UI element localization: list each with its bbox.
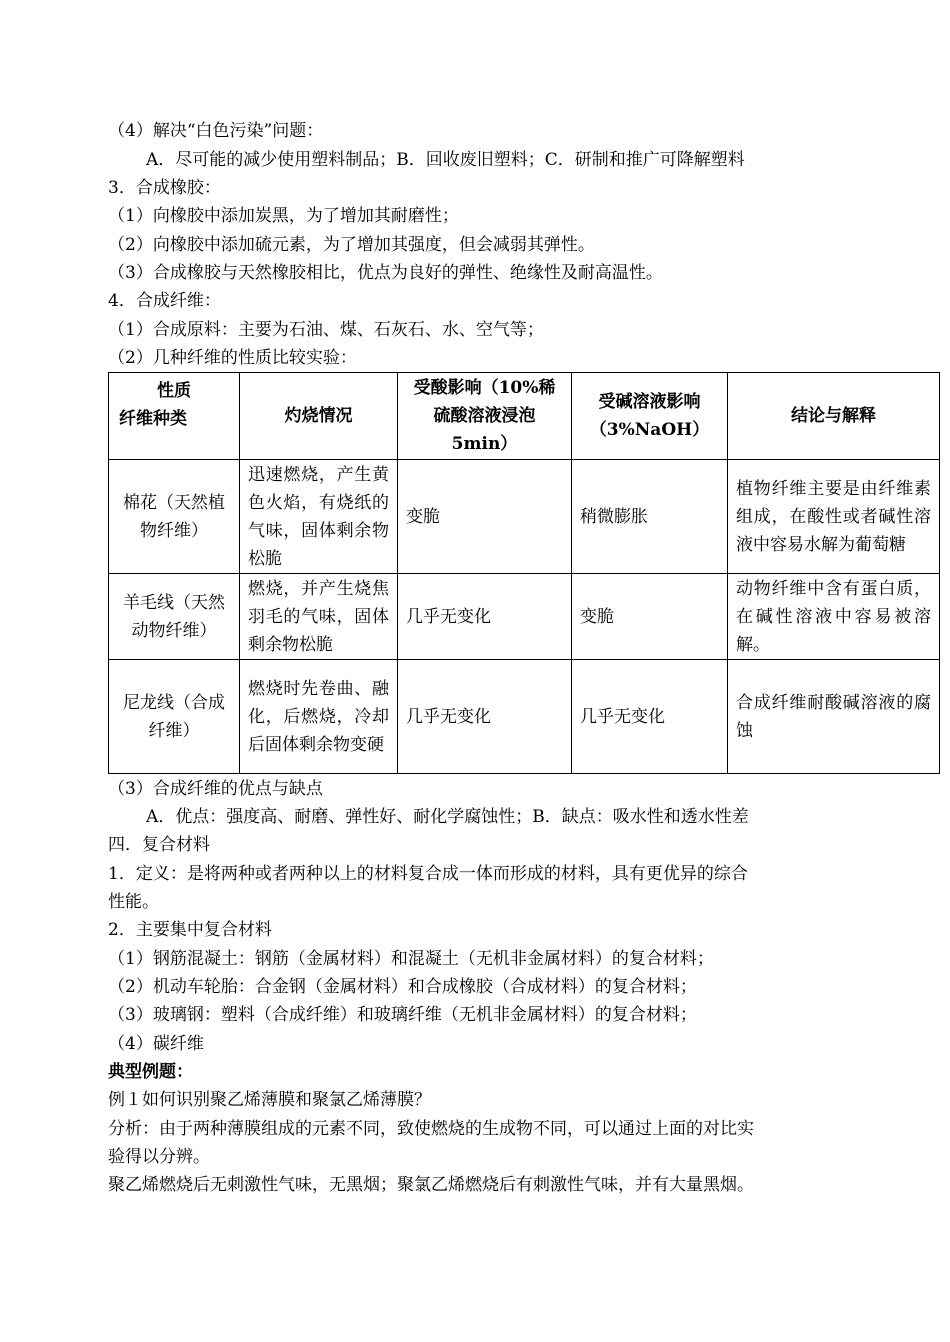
table-row <box>109 574 940 660</box>
text-line: 分析：由于两种薄膜组成的元素不同，致使燃烧的生成物不同，可以通过上面的对比实 <box>108 1119 754 1139</box>
fiber-cell: 尼龙线（合成纤维） <box>109 660 240 774</box>
text-line: （4）解决“白色污染”问题： <box>108 121 324 141</box>
table-row <box>109 660 940 774</box>
fiber-cell: 羊毛线（天然动物纤维） <box>109 574 240 660</box>
text-line: 验得以分辨。 <box>108 1147 210 1167</box>
text-line: A．优点：强度高、耐磨、弹性好、耐化学腐蚀性；B．缺点：吸水性和透水性差 <box>146 807 749 827</box>
header-conclusion: 结论与解释 <box>728 373 940 460</box>
diagonal-header-cell <box>109 373 240 460</box>
fiber-comparison-table <box>108 372 940 774</box>
alkali-cell: 几乎无变化 <box>572 660 728 774</box>
header-fiber-type: 纤维种类 <box>119 409 187 429</box>
text-line: （2）机动车轮胎：合金钢（金属材料）和合成橡胶（合成材料）的复合材料； <box>108 977 697 997</box>
alkali-cell: 变脆 <box>572 574 728 660</box>
acid-cell: 几乎无变化 <box>398 574 572 660</box>
header-acid: 受酸影响（10%稀硫酸溶液浸泡5min） <box>398 373 572 460</box>
text-line: （1）钢筋混凝土：钢筋（金属材料）和混凝土（无机非金属材料）的复合材料； <box>108 949 714 969</box>
text-line: （2）向橡胶中添加硫元素，为了增加其强度，但会减弱其弹性。 <box>108 235 595 255</box>
fiber-cell: 棉花（天然植物纤维） <box>109 460 240 574</box>
text-line: 1．定义：是将两种或者两种以上的材料复合成一体而形成的材料，具有更优异的综合 <box>108 864 748 884</box>
section-heading: 3．合成橡胶： <box>108 178 221 198</box>
burn-cell: 燃烧，并产生烧焦羽毛的气味，固体剩余物松脆 <box>240 574 398 660</box>
acid-cell: 变脆 <box>398 460 572 574</box>
example-question: 例１如何识别聚乙烯薄膜和聚氯乙烯薄膜？ <box>108 1090 431 1110</box>
burn-cell: 燃烧时先卷曲、融化，后燃烧，冷却后固体剩余物变硬 <box>240 660 398 774</box>
header-property: 性质 <box>157 381 191 401</box>
conclusion-cell: 植物纤维主要是由纤维素组成，在酸性或者碱性溶液中容易水解为葡萄糖 <box>728 460 940 574</box>
conclusion-cell: 动物纤维中含有蛋白质，在碱性溶液中容易被溶解。 <box>728 574 940 660</box>
text-line: （3）玻璃钢：塑料（合成纤维）和玻璃纤维（无机非金属材料）的复合材料； <box>108 1005 697 1025</box>
text-line: （3）合成纤维的优点与缺点 <box>108 779 323 799</box>
example-heading: 典型例题： <box>108 1062 193 1082</box>
acid-cell: 几乎无变化 <box>398 660 572 774</box>
text-line: 聚乙烯燃烧后无刺激性气味，无黑烟；聚氯乙烯燃烧后有刺激性气味，并有大量黑烟。 <box>108 1175 754 1195</box>
table-row <box>109 460 940 574</box>
text-line: 性能。 <box>108 892 159 912</box>
text-line: （3）合成橡胶与天然橡胶相比，优点为良好的弹性、绝缘性及耐高温性。 <box>108 263 663 283</box>
section-heading: 2．主要集中复合材料 <box>108 920 272 940</box>
header-alkali: 受碱溶液影响（3%NaOH） <box>572 373 728 460</box>
burn-cell: 迅速燃烧，产生黄色火焰，有烧纸的气味，固体剩余物松脆 <box>240 460 398 574</box>
text-line: （1）合成原料：主要为石油、煤、石灰石、水、空气等； <box>108 320 544 340</box>
conclusion-cell: 合成纤维耐酸碱溶液的腐蚀 <box>728 660 940 774</box>
text-line: （4）碳纤维 <box>108 1034 204 1054</box>
header-burn: 灼烧情况 <box>240 373 398 460</box>
section-heading: 4．合成纤维： <box>108 291 221 311</box>
text-line: （2）几种纤维的性质比较实验： <box>108 348 357 368</box>
alkali-cell: 稍微膨胀 <box>572 460 728 574</box>
text-line: A．尽可能的减少使用塑料制品；B．回收废旧塑料；C．研制和推广可降解塑料 <box>146 150 745 170</box>
text-line: （1）向橡胶中添加炭黑，为了增加其耐磨性； <box>108 206 459 226</box>
section-heading: 四．复合材料 <box>108 835 210 855</box>
table-header-row <box>109 373 940 460</box>
